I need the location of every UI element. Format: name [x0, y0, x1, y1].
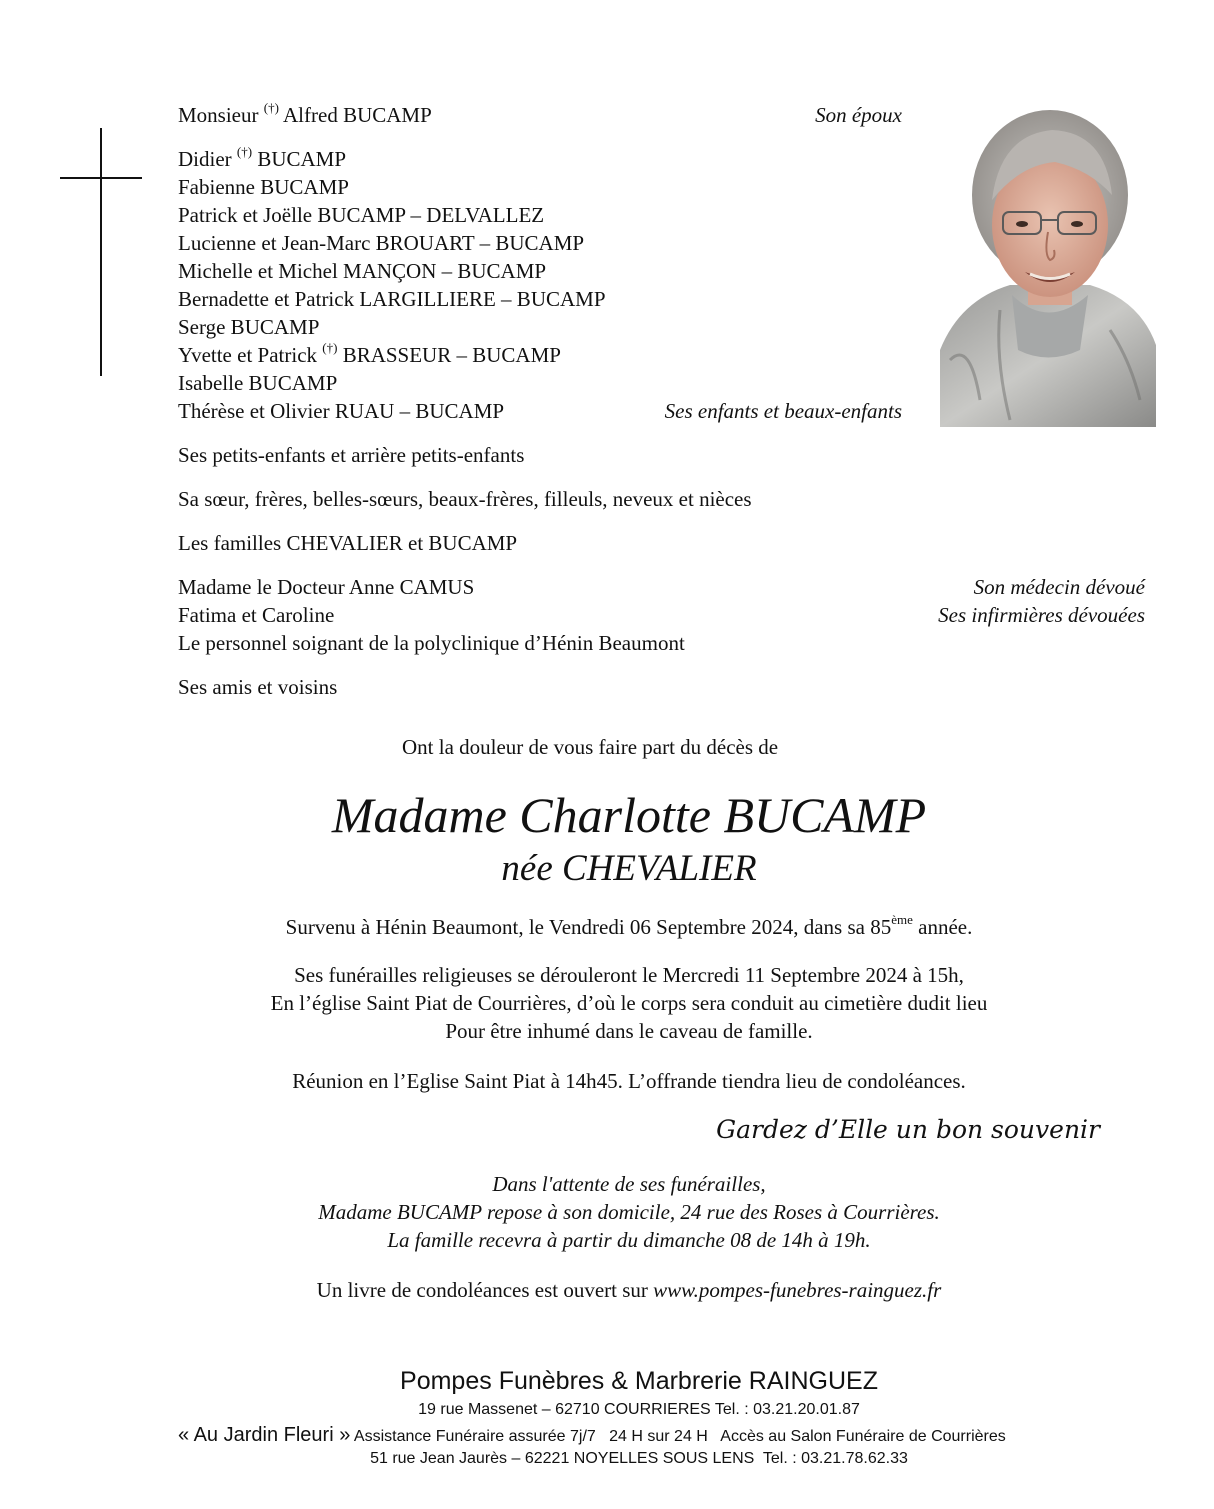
- condolence-url[interactable]: www.pompes-funebres-rainguez.fr: [653, 1278, 942, 1302]
- cross-vertical-bar: [100, 128, 102, 376]
- siblings-line: Sa sœur, frères, belles-sœurs, beaux-frères, filleuls, neveux et nièces: [178, 487, 752, 511]
- footer-address1: 19 rue Massenet – 62710 COURRIERES Tel. : 03.21.20.01.87: [418, 1401, 860, 1418]
- footer-address2: 51 rue Jean Jaurès – 62221 NOYELLES SOUS LENS Tel. : 03.21.78.62.33: [370, 1450, 908, 1467]
- nurses-relation: Ses infirmières dévouées: [938, 603, 1145, 627]
- rest-line: Dans l'attente de ses funérailles,: [492, 1172, 766, 1196]
- funeral-line: Pour être inhumé dans le caveau de famille.: [445, 1019, 813, 1043]
- staff-line: Le personnel soignant de la polyclinique d’Hénin Beaumont: [178, 631, 685, 655]
- doctor-relation: Son médecin dévoué: [973, 575, 1145, 599]
- nurses-name: Fatima et Caroline: [178, 603, 335, 627]
- born-name: née CHEVALIER: [501, 848, 757, 889]
- funeral-details: [22, 961, 1214, 1045]
- child-entry: Fabienne BUCAMP: [178, 175, 349, 199]
- child-entry: Patrick et Joëlle BUCAMP – DELVALLEZ: [178, 203, 545, 227]
- souvenir-line: Gardez d’Elle un bon souvenir: [716, 1115, 1100, 1144]
- child-entry: Serge BUCAMP: [178, 315, 320, 339]
- child-entry: Thérèse et Olivier RUAU – BUCAMP: [178, 399, 505, 423]
- meeting-line: Réunion en l’Eglise Saint Piat à 14h45. L’offrande tiendra lieu de condoléances.: [292, 1069, 966, 1093]
- announcement-intro: Ont la douleur de vous faire part du décès de: [402, 735, 779, 759]
- families-line: Les familles CHEVALIER et BUCAMP: [178, 531, 518, 555]
- rest-details: [22, 1170, 1214, 1254]
- children-relation: Ses enfants et beaux-enfants: [664, 399, 902, 423]
- child-entry: Didier (†) BUCAMP: [178, 144, 347, 171]
- deceased-name: Madame Charlotte BUCAMP: [331, 787, 927, 843]
- footer-garden: [178, 1424, 1006, 1448]
- child-entry: Yvette et Patrick (†) BRASSEUR – BUCAMP: [178, 340, 561, 367]
- husband-relation: Son époux: [815, 103, 902, 127]
- child-entry: Michelle et Michel MANÇON – BUCAMP: [178, 259, 547, 283]
- husband-name: Monsieur (†) Alfred BUCAMP: [178, 100, 432, 127]
- doctor-name: Madame le Docteur Anne CAMUS: [178, 575, 475, 599]
- child-entry: Bernadette et Patrick LARGILLIERE – BUCAMP: [178, 287, 606, 311]
- rest-line: Madame BUCAMP repose à son domicile, 24 rue des Roses à Courrières.: [318, 1200, 940, 1224]
- cross-horizontal-bar: [60, 177, 142, 179]
- condolence-line: Un livre de condoléances est ouvert sur www.pompes-funebres-rainguez.fr: [316, 1278, 942, 1302]
- footer-company: Pompes Funèbres & Marbrerie RAINGUEZ: [400, 1367, 878, 1395]
- child-entry: Lucienne et Jean-Marc BROUART – BUCAMP: [178, 231, 585, 255]
- children-list: [178, 145, 606, 425]
- garden-info: Assistance Funéraire assurée 7j/7 24 H sur 24 H Accès au Salon Funéraire de Courrières: [350, 1428, 1006, 1445]
- garden-name: « Au Jardin Fleuri »: [178, 1424, 351, 1446]
- funeral-line: Ses funérailles religieuses se dérouleront le Mercredi 11 Septembre 2024 à 15h,: [294, 963, 964, 987]
- child-entry: Isabelle BUCAMP: [178, 371, 338, 395]
- friends-line: Ses amis et voisins: [178, 675, 338, 699]
- grandchildren-line: Ses petits-enfants et arrière petits-enfants: [178, 443, 525, 467]
- death-line: Survenu à Hénin Beaumont, le Vendredi 06 Septembre 2024, dans sa 85ème année.: [285, 912, 973, 939]
- portrait-photo: [940, 100, 1156, 427]
- funeral-line: En l’église Saint Piat de Courrières, d’où le corps sera conduit au cimetière dudit lieu: [270, 991, 988, 1015]
- rest-line: La famille recevra à partir du dimanche 08 de 14h à 19h.: [387, 1228, 871, 1252]
